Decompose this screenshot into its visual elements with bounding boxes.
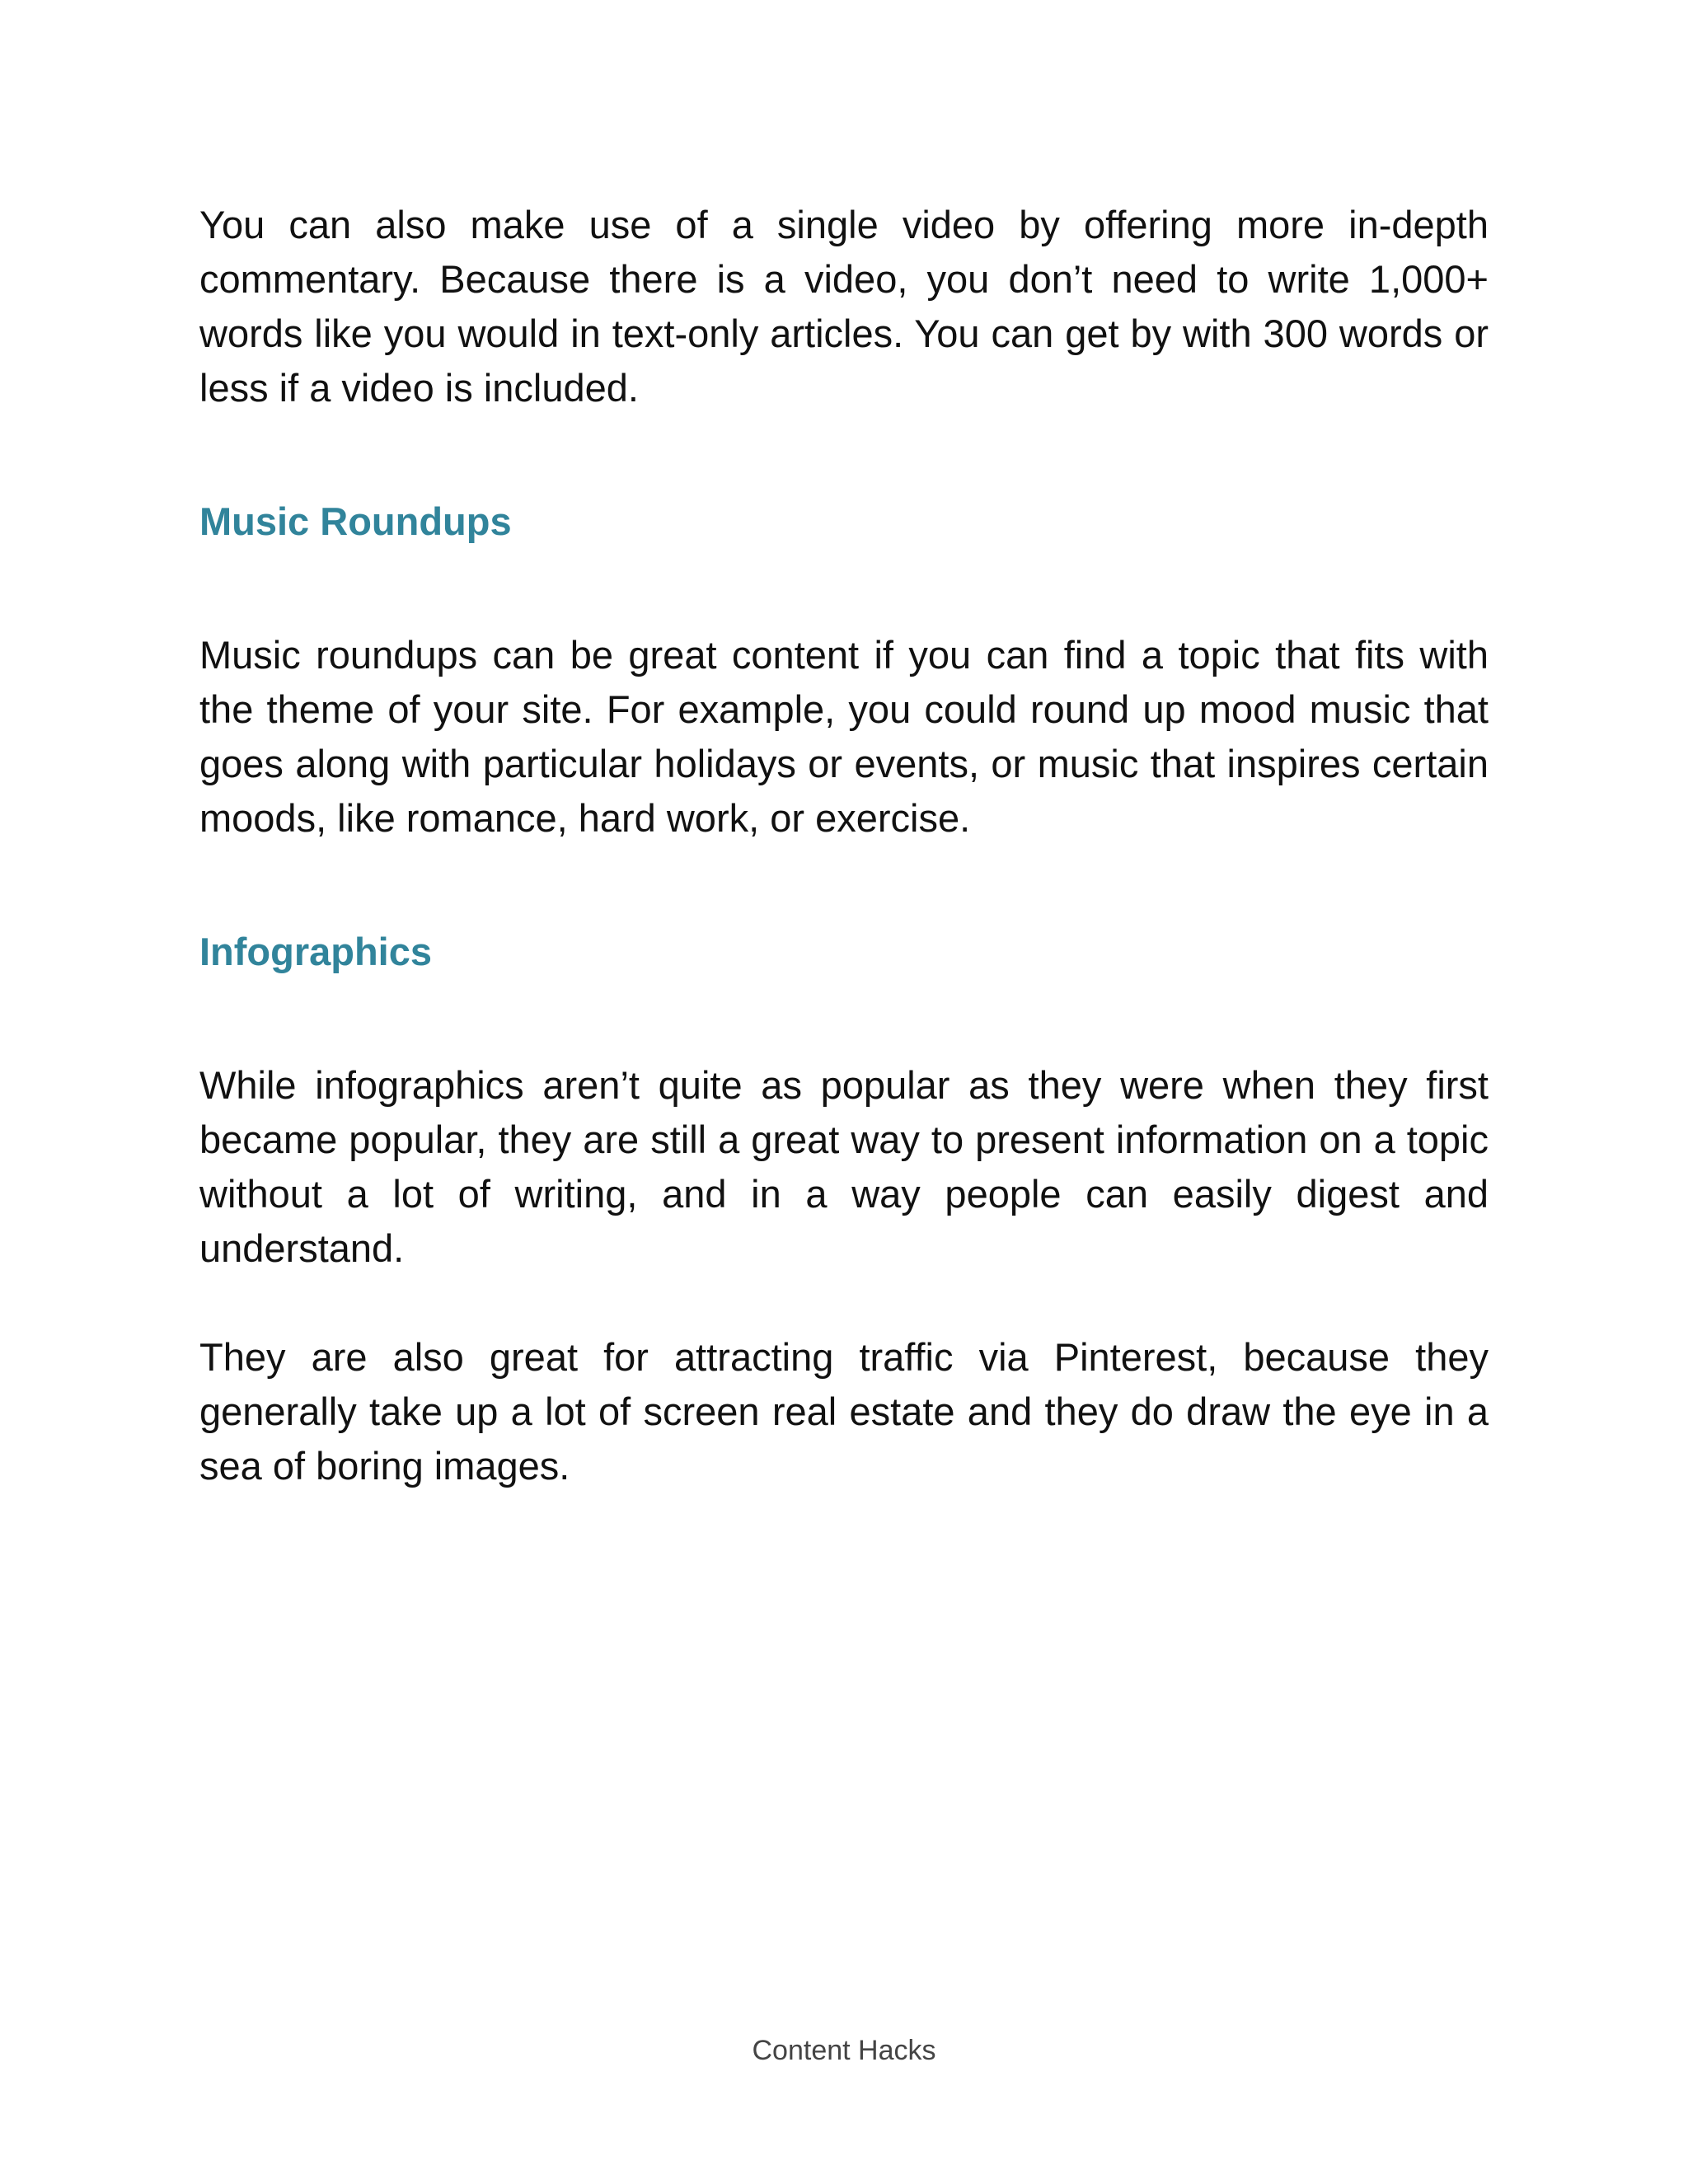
- heading-infographics: Infographics: [199, 930, 433, 973]
- paragraph-infographics-intro: While infographics aren’t quite as popular as they were when they first became popular, they are still a great way to present information on a topic without a lot of writing, and in a way people can easily digest and understand.: [199, 1063, 1489, 1270]
- document-body: [199, 198, 1489, 1493]
- page-footer: Content Hacks: [752, 2035, 936, 2066]
- paragraph-music-roundups: Music roundups can be great content if you can find a topic that fits with the theme of your site. For example, you could round up mood music that goes along with particular holidays or events, or music that inspires certain moods, like romance, hard work, or exercise.: [199, 633, 1489, 840]
- paragraph-infographics-pinterest: They are also great for attracting traffic via Pinterest, because they generally take up a lot of screen real estate and they do draw the eye in a sea of boring images.: [199, 1335, 1489, 1488]
- spacer: [199, 1276, 1489, 1330]
- paragraph-video-commentary: You can also make use of a single video by offering more in-depth commentary. Because there is a video, you don’t need to write 1,000+ words like you would in text-only articles. You can get by with 300 words or less if a video is included.: [199, 203, 1489, 410]
- spacer: [199, 979, 1489, 1058]
- spacer: [199, 549, 1489, 628]
- heading-music-roundups: Music Roundups: [199, 499, 512, 543]
- spacer: [199, 846, 1489, 925]
- spacer: [199, 415, 1489, 494]
